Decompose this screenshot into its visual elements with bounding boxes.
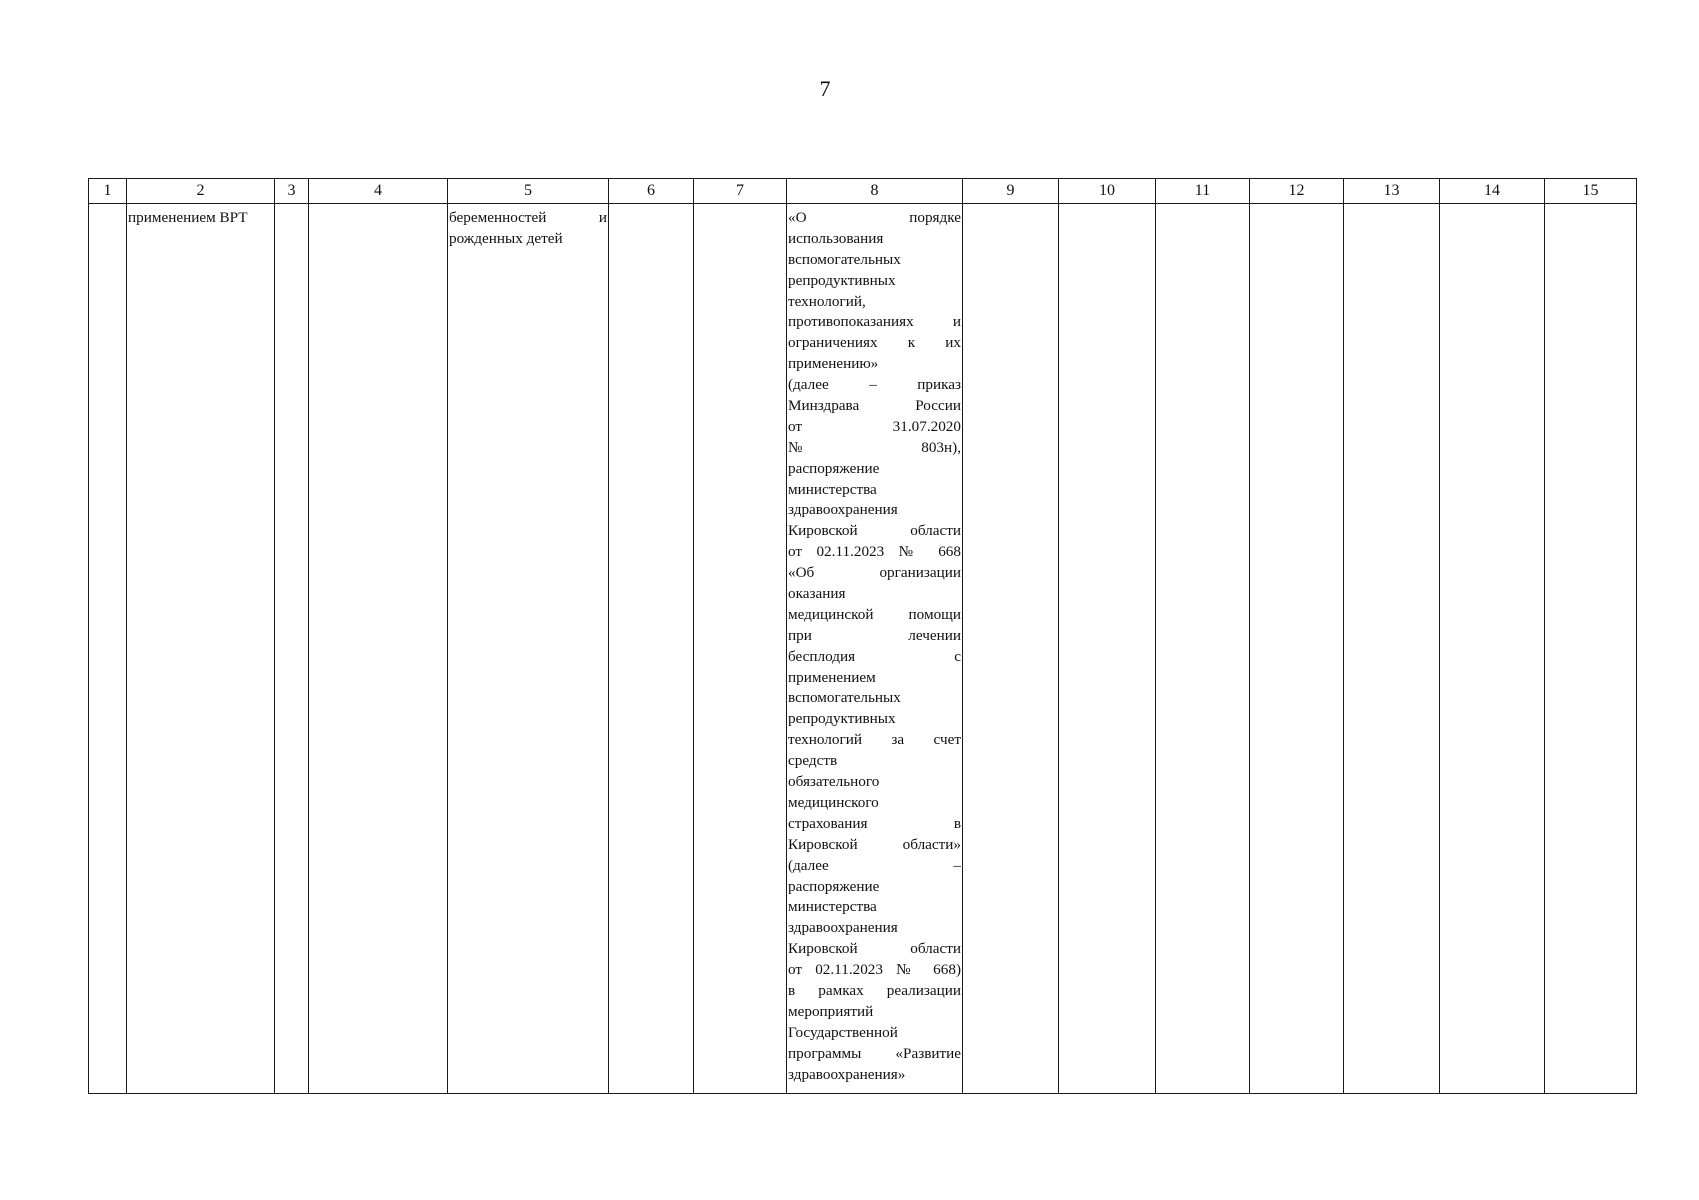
col8-line: здравоохранения [788, 919, 898, 937]
column-header-13: 13 [1344, 179, 1440, 204]
col8-line: Минздрава России [788, 397, 961, 415]
cell-text-col-8 [788, 208, 961, 1085]
col8-line: министерства [788, 480, 877, 498]
col8-line: при лечении [788, 626, 961, 644]
cell-col-3 [275, 204, 309, 1094]
col8-line: распоряжение [788, 459, 880, 477]
column-header-10: 10 [1059, 179, 1156, 204]
column-header-15: 15 [1545, 179, 1637, 204]
col8-line: программы «Развитие [788, 1044, 961, 1062]
col8-line: ограничениях к их [788, 334, 961, 352]
column-header-9: 9 [963, 179, 1059, 204]
cell-col-2 [127, 204, 275, 1094]
col8-line: от 31.07.2020 [788, 417, 961, 435]
cell-text-col-2: применением ВРТ [128, 209, 248, 226]
col8-line: применению» [788, 355, 879, 373]
col8-line: средств [788, 752, 838, 770]
col8-line: Кировской области» [788, 835, 961, 853]
col8-line: медицинского [788, 793, 879, 811]
col8-line: «О порядке [788, 209, 961, 226]
col8-line: от 02.11.2023 № 668 [788, 543, 961, 561]
col8-line: медицинской помощи [788, 605, 961, 623]
page-number: 7 [819, 76, 831, 101]
col8-line: противопоказаниях и [788, 313, 961, 331]
cell-col-6 [609, 204, 694, 1094]
column-header-14: 14 [1440, 179, 1545, 204]
column-header-11: 11 [1156, 179, 1250, 204]
cell-col-1 [89, 204, 127, 1094]
col8-line: репродуктивных [788, 710, 896, 728]
col8-line: № 803н), [788, 438, 961, 456]
col8-line: распоряжение [788, 877, 880, 895]
cell-col-12 [1250, 204, 1344, 1094]
cell-col-14 [1440, 204, 1545, 1094]
col8-line: обязательного [788, 773, 880, 791]
col8-line: технологий, [788, 292, 866, 310]
col8-line: Кировской области [788, 940, 961, 958]
column-header-4: 4 [309, 179, 448, 204]
column-header-2: 2 [127, 179, 275, 204]
col8-line: мероприятий [788, 1002, 874, 1020]
col8-line: оказания [788, 585, 846, 603]
column-header-8: 8 [787, 179, 963, 204]
column-header-6: 6 [609, 179, 694, 204]
col8-line: бесплодия с [788, 647, 961, 665]
col8-line: здравоохранения» [788, 1065, 906, 1083]
cell-col-4 [309, 204, 448, 1094]
column-header-3: 3 [275, 179, 309, 204]
col8-line: Государственной [788, 1023, 898, 1041]
column-header-1: 1 [89, 179, 127, 204]
column-header-12: 12 [1250, 179, 1344, 204]
col8-line: в рамках реализации [788, 981, 961, 999]
cell-col-8 [787, 204, 963, 1094]
cell-text-col-5: беременностей и рожденных детей [449, 209, 607, 247]
table-row [89, 204, 1637, 1094]
cell-col-11 [1156, 204, 1250, 1094]
col8-line: Кировской области [788, 522, 961, 540]
col8-line: вспомогательных [788, 689, 901, 707]
col8-line: здравоохранения [788, 501, 898, 519]
col8-line: применением [788, 668, 876, 686]
col8-line: от 02.11.2023 № 668) [788, 961, 961, 979]
cell-col-15 [1545, 204, 1637, 1094]
col8-line: использования [788, 229, 884, 247]
cell-col-9 [963, 204, 1059, 1094]
data-table [88, 178, 1637, 1094]
cell-col-10 [1059, 204, 1156, 1094]
column-header-5: 5 [448, 179, 609, 204]
column-header-7: 7 [694, 179, 787, 204]
cell-col-7 [694, 204, 787, 1094]
col8-line: (далее – приказ [788, 376, 961, 394]
col8-line: технологий за счет [788, 731, 961, 749]
col8-line: министерства [788, 898, 877, 916]
col8-line: (далее – [788, 856, 961, 874]
col8-line: страхования в [788, 814, 961, 832]
col8-line: «Об организации [788, 564, 961, 582]
col8-line: репродуктивных [788, 271, 896, 289]
cell-col-13 [1344, 204, 1440, 1094]
cell-col-5 [448, 204, 609, 1094]
col8-line: вспомогательных [788, 250, 901, 268]
table-header-row [89, 179, 1637, 204]
